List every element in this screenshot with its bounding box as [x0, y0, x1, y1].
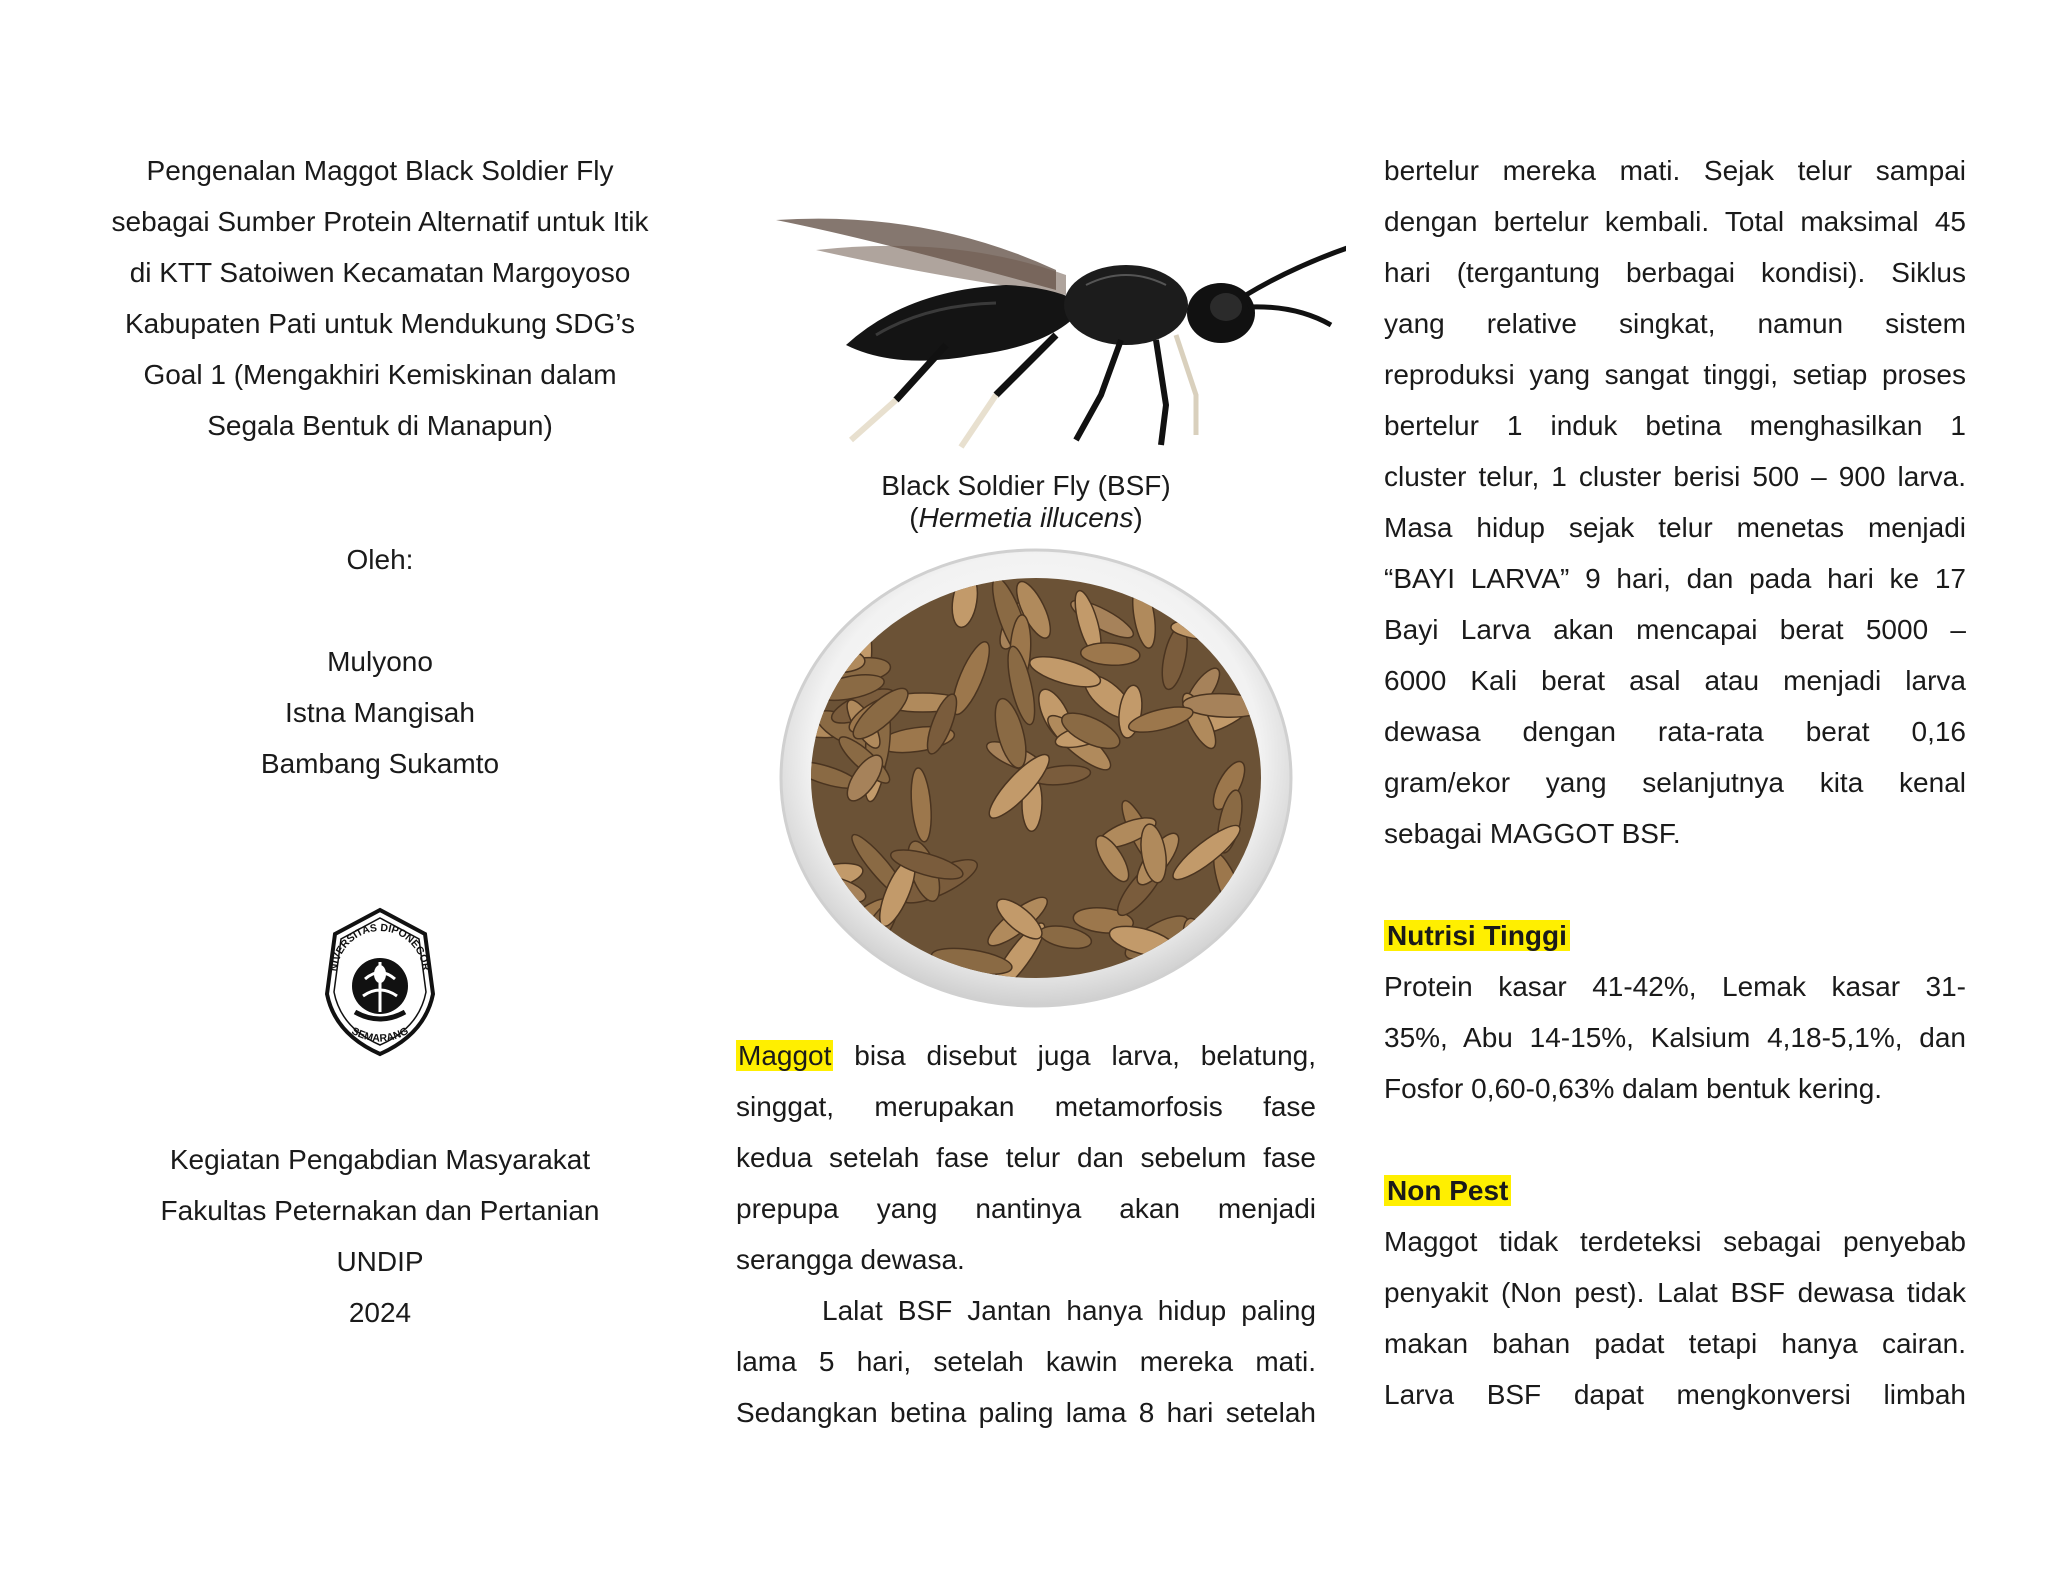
university-logo	[315, 904, 445, 1064]
fly-caption	[736, 470, 1316, 534]
lifespan-line: Sedangkan betina paling lama 8 hari setelah	[736, 1397, 1316, 1428]
title-line: sebagai Sumber Protein Alternatif untuk Itik	[111, 206, 649, 237]
footer-line: Fakultas Peternakan dan Pertanian	[160, 1195, 600, 1226]
maggot-bowl-photo	[756, 540, 1316, 1010]
nonpest-heading: Non Pest	[1384, 1165, 1966, 1216]
logo-bottom-text: SEMARANG	[349, 1025, 411, 1045]
title-line: Pengenalan Maggot Black Soldier Fly	[146, 155, 614, 186]
lifespan-line: Lalat BSF Jantan hanya hidup paling	[822, 1295, 1316, 1326]
fly-caption-common: Black Soldier Fly (BSF)	[881, 470, 1171, 501]
title-line: di KTT Satoiwen Kecamatan Margoyoso	[129, 257, 631, 288]
lifespan-line: lama 5 hari, setelah kawin mereka mati.	[736, 1346, 1316, 1377]
document-title	[80, 145, 680, 451]
author-name: Mulyono	[327, 646, 433, 677]
title-line: Goal 1 (Mengakhiri Kemiskinan dalam	[143, 359, 617, 390]
institution-footer	[80, 1134, 680, 1338]
nutrisi-heading: Nutrisi Tinggi	[1384, 910, 1966, 961]
footer-line: UNDIP	[336, 1246, 424, 1277]
maggot-larva	[789, 945, 866, 978]
title-line: Segala Bentuk di Manapun)	[207, 410, 553, 441]
right-column	[1384, 145, 1966, 1420]
footer-line: Kegiatan Pengabdian Masyarakat	[169, 1144, 591, 1175]
lifecycle-paragraph: bertelur mereka mati. Sejak telur sampai dengan bertelur kembali. Total maksimal 45 hari (tergantung berbagai kondisi). Siklus yang relative singkat, namun sistem reproduksi yang sangat tinggi, setiap proses bertelur 1 induk betina menghasilkan 1 cluster telur, 1 cluster berisi 500 – 900 larva. Masa hidup sejak telur menetas menjadi “BAYI LARVA” 9 hari, dan pada hari ke 17 Bayi Larva akan mencapai berat 5000 – 6000 Kali berat asal atau menjadi larva dewasa dengan rata-rata berat 0,16 gram/ekor yang selanjutnya kita kenal sebagai MAGGOT BSF.	[1384, 155, 1966, 849]
maggot-larva	[1193, 579, 1257, 603]
author-name: Istna Mangisah	[285, 697, 475, 728]
fly-caption-scientific: (Hermetia illucens)	[909, 502, 1143, 533]
cover-column	[80, 145, 680, 1338]
maggot-description: Maggot bisa disebut juga larva, belatung, singgat, merupakan metamorfosis fase kedua setelah fase telur dan sebelum fase prepupa yang nantinya akan menjadi serangga dewasa. Lalat BSF Jantan hanya hidup paling lama 5 hari, setelah kawin mereka mati. Sedangkan betina paling lama 8 hari setelah	[736, 1040, 1316, 1428]
nonpest-paragraph: Maggot tidak terdeteksi sebagai penyebab penyakit (Non pest). Lalat BSF dewasa tidak makan bahan padat tetapi hanya cairan. Larva BSF dapat mengkonversi limbah	[1384, 1226, 1966, 1410]
nutrisi-paragraph: Protein kasar 41-42%, Lemak kasar 31- 35%, Abu 14-15%, Kalsium 4,18-5,1%, dan Fosfor 0,60-0,63% dalam bentuk kering.	[1384, 971, 1966, 1104]
maggot-highlight: Maggot	[738, 1040, 832, 1071]
by-label: Oleh:	[346, 544, 414, 575]
logo-top-text: NIVERSITAS DIPONEGOR	[327, 921, 432, 973]
black-soldier-fly-photo	[756, 195, 1346, 455]
title-line: Kabupaten Pati untuk Mendukung SDG’s	[124, 308, 636, 339]
author-list	[80, 636, 680, 789]
footer-year: 2024	[348, 1297, 412, 1328]
author-name: Bambang Sukamto	[260, 748, 500, 779]
